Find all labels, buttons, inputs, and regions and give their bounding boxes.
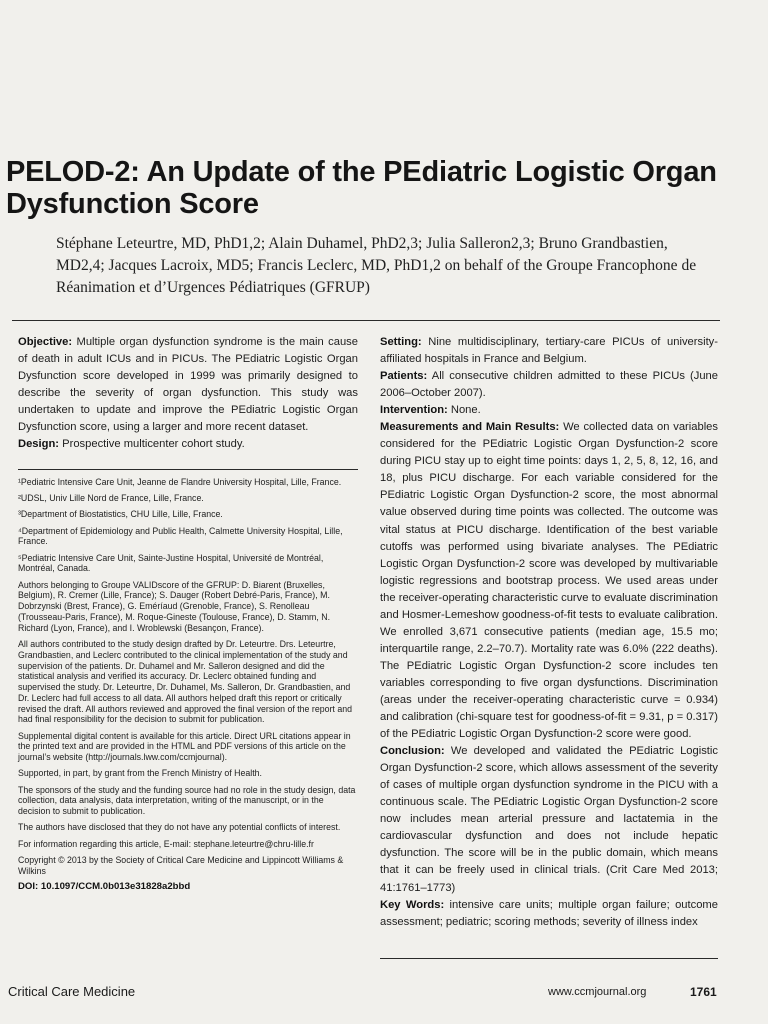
abstract-results bbox=[380, 419, 718, 743]
contributions-note: All authors contributed to the study design drafted by Dr. Leteurtre. Drs. Leteurtre, Grandbastien, and Leclerc contributed to the clinical implementation of the study and supervision of the patients. Dr. Duhamel and Mr. Salleron designed and did the statistical analysis and verified its accuracy. Dr. Leclerc obtained funding and supervised the study. Dr. Leteurtre, Dr. Duhamel, Ms. Salleron, Dr. Grandbastien, and Dr. Leclerc had full access to all data. All authors helped draft this report or critically revised the draft. All authors reviewed and approved the final version of the report and had final responsibility for the decision to submit for publication. bbox=[18, 638, 352, 725]
footer-journal: Critical Care Medicine bbox=[8, 984, 136, 999]
funding-note: Supported, in part, by grant from the French Ministry of Health. bbox=[18, 768, 262, 779]
abstract-left-column bbox=[18, 334, 358, 453]
objective-heading: Objective: bbox=[18, 336, 73, 348]
abstract-design bbox=[18, 436, 358, 453]
supplemental-note: Supplemental digital content is available for this article. Direct URL citations appear in the printed text and are provided in the HTML and PDF versions of this article on the journal’s website (http://journals.lww.com/ccmjournal). bbox=[18, 730, 351, 763]
patients-heading: Patients: bbox=[380, 370, 428, 383]
author-list: Stéphane Leteurtre, MD, PhD1,2; Alain Duhamel, PhD2,3; Julia Salleron2,3; Bruno Grandbastien, MD2,4; Jacques Lacroix, MD5; Francis Leclerc, MD, PhD1,2 on behalf of the Groupe Francophone de Réanimation et d’Urgences Pédiatriques (GFRUP) bbox=[56, 235, 697, 296]
copyright-note: Copyright © 2013 by the Society of Critical Care Medicine and Lippincott Williams & Wilkins bbox=[18, 854, 344, 876]
design-heading: Design: bbox=[18, 438, 60, 451]
affiliation-1: ¹Pediatric Intensive Care Unit, Jeanne de Flandre University Hospital, Lille, France. bbox=[18, 477, 342, 487]
setting-text: Nine multidisciplinary, tertiary-care PICUs of university-affiliated hospitals in France and Belgium. bbox=[380, 336, 718, 366]
conflict-note: The authors have disclosed that they do not have any potential conflicts of interest. bbox=[18, 822, 341, 833]
sponsor-note: The sponsors of the study and the funding source had no role in the study design, data collection, data analysis, data interpretation, writing of the manuscript, or in the decision to submit to publication. bbox=[18, 784, 356, 817]
conclusion-heading: Conclusion: bbox=[380, 745, 445, 758]
results-heading: Measurements and Main Results: bbox=[380, 421, 560, 434]
abstract-right-column bbox=[380, 334, 718, 931]
affiliations-rule bbox=[18, 469, 358, 470]
results-text: We collected data on variables considered for the PEdiatric Logistic Organ Dysfunction-2 score during PICU stay up to eight time points: days 1, 2, 5, 8, 12, 16, and 18, plus PICU discharge. For each variable considered for the PEdiatric Logistic Organ Dysfunction-2 score, the most abnormal value observed during time points was collected. The outcome was vital status at PICU discharge. Identification of the best variable cutoffs was performed using bivariate analyses. The PEdiatric Logistic Organ Dysfunction-2 score was developed by multivariable logistic regressions and bootstrap process. We used areas under the receiver-operating characteristic curve to evaluate discrimination and Hosmer-Lemeshow goodness-of-fit tests to evaluate calibration. We enrolled 3,671 consecutive patients (median age, 15.5 mo; interquartile range, 2.2–70.7). Mortality rate was 6.0% (222 deaths). The PEdiatric Logistic Organ Dysfunction-2 score includes ten variables corresponding to five organ dysfunctions. Discrimination (areas under the receiver-operating characteristic curve = 0.934) and calibration (chi-square test for goodness-of-fit = 9.31, p = 0.317) of the PEdiatric Logistic Organ Dysfunction-2 score were good. bbox=[380, 421, 718, 741]
abstract-conclusion bbox=[380, 743, 718, 896]
design-text: Prospective multicenter cohort study. bbox=[59, 438, 245, 451]
affiliation-2: ²UDSL, Univ Lille Nord de France, Lille, France. bbox=[18, 493, 204, 504]
affiliation-5: ⁵Pediatric Intensive Care Unit, Sainte-Justine Hospital, Université de Montréal, Montréal, Canada. bbox=[18, 552, 324, 574]
conclusion-text: We developed and validated the PEdiatric Logistic Organ Dysfunction-2 score, which allows assessment of the severity of cases of multiple organ dysfunction syndrome in the PICU with a continuous scale. The PEdiatric Logistic Organ Dysfunction-2 score now includes mean arterial pressure and lactatemia in the cardiovascular dysfunction and does not include hepatic dysfunction. The score will be in the public domain, which means that it can be freely used in clinical trials. (Crit Care Med 2013; 41:1761–1773) bbox=[380, 745, 718, 894]
abstract-objective bbox=[18, 334, 358, 436]
doi: DOI: 10.1097/CCM.0b013e31828a2bbd bbox=[18, 880, 191, 892]
abstract-keywords bbox=[380, 897, 718, 931]
patients-text: All consecutive children admitted to these PICUs (June 2006–October 2007). bbox=[380, 370, 718, 400]
objective-text: Multiple organ dysfunction syndrome is the main cause of death in adult ICUs and in PICUs. The PEdiatric Logistic Organ Dysfunction score developed in 1999 was primarily designed to describe the severity of organ dysfunction. This study was undertaken to update and improve the PEdiatric Logistic Organ Dysfunction score, using a larger and more recent dataset. bbox=[18, 336, 358, 434]
affiliation-3: ³Department of Biostatistics, CHU Lille, Lille, France. bbox=[18, 509, 223, 520]
keywords-heading: Key Words: bbox=[380, 898, 445, 911]
intervention-text: None. bbox=[447, 404, 481, 417]
contact-note: For information regarding this article, E-mail: stephane.leteurtre@chru-lille.fr bbox=[18, 838, 314, 849]
abstract-setting bbox=[380, 334, 718, 368]
right-bottom-rule bbox=[380, 958, 718, 959]
abstract-intervention bbox=[380, 402, 718, 419]
group-note: Authors belonging to Groupe VALIDscore of the GFRUP: D. Biarent (Bruxelles, Belgium), R. Cremer (Lille, France); S. Dauger (Robert Debré-Paris, France), M. Dobrzynski (Brest, France), G. Eméríaud (Grenoble, France), S. Renolleau (Trousseau-Paris, France), M. Roque-Gineste (Toulouse, France), D. Stamm, N. Richard (Lyon, France), and I. Wroblewski (Besançon, France). bbox=[18, 579, 331, 633]
keywords-text: intensive care units; multiple organ failure; outcome assessment; pediatric; scoring methods; severity of illness index bbox=[380, 898, 718, 928]
footer-page-number: 1761 bbox=[690, 985, 717, 999]
article-title: PELOD-2: An Update of the PEdiatric Logistic Organ Dysfunction Score bbox=[6, 156, 717, 220]
top-rule bbox=[12, 320, 720, 321]
intervention-heading: Intervention: bbox=[380, 404, 448, 417]
footer-url: www.ccmjournal.org bbox=[548, 986, 647, 998]
abstract-patients bbox=[380, 368, 718, 402]
setting-heading: Setting: bbox=[380, 336, 422, 348]
affiliations-footnotes bbox=[18, 477, 358, 893]
affiliation-4: ⁴Department of Epidemiology and Public Health, Calmette University Hospital, Lille, France. bbox=[18, 525, 343, 547]
